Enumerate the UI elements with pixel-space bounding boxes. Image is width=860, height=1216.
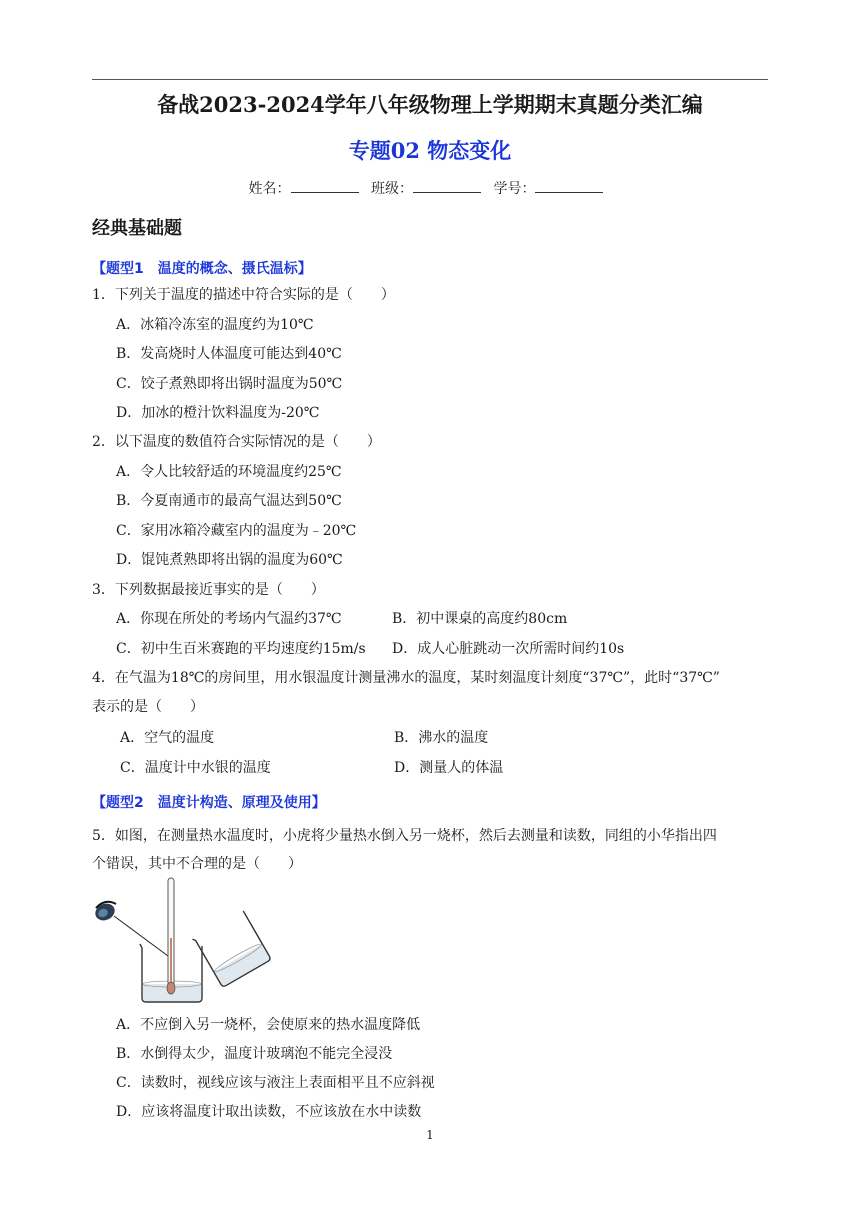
section-title: 经典基础题: [92, 218, 182, 239]
q5-option-b: B．水倒得太少，温度计玻璃泡不能完全浸没: [116, 1046, 393, 1062]
question-type-2: 【题型2 温度计构造、原理及使用】: [92, 795, 326, 811]
question-type-1: 【题型1 温度的概念、摄氏温标】: [92, 261, 312, 277]
q3-option-a: A．你现在所处的考场内气温约37℃: [116, 611, 342, 627]
document-subtitle: 专题02 物态变化: [348, 138, 512, 163]
q4-option-b: B．沸水的温度: [394, 730, 489, 746]
q1-option-c: C．饺子煮熟即将出锅时温度为50℃: [116, 376, 343, 392]
q5-option-a: A．不应倒入另一烧杯，会使原来的热水温度降低: [116, 1017, 421, 1033]
q4-option-a: A．空气的温度: [120, 730, 215, 746]
header-rule: [92, 79, 768, 80]
q1-option-a: A．冰箱冷冻室的温度约为10℃: [116, 317, 314, 333]
q3-option-c: C．初中生百米赛跑的平均速度约15m/s: [116, 641, 366, 657]
id-label: 学号：: [493, 181, 536, 197]
document-title: 备战2023-2024学年八年级物理上学期期末真题分类汇编: [157, 92, 703, 117]
q2-option-b: B．今夏南通市的最高气温达到50℃: [116, 493, 342, 509]
name-label: 姓名：: [248, 181, 291, 197]
id-blank[interactable]: [535, 178, 603, 193]
q4-option-c: C．温度计中水银的温度: [120, 760, 271, 776]
page-number: 1: [426, 1128, 434, 1142]
q3-stem: 3．下列数据最接近事实的是（ ）: [92, 582, 325, 598]
q3-option-d: D．成人心脏跳动一次所需时间约10s: [392, 641, 625, 657]
q1-option-b: B．发高烧时人体温度可能达到40℃: [116, 346, 342, 362]
q5-stem-line1: 5．如图，在测量热水温度时，小虎将少量热水倒入另一烧杯，然后去测量和读数，同组的小华指出四: [92, 828, 717, 844]
student-info-line: [0, 178, 860, 199]
q3-option-b: B．初中课桌的高度约80cm: [392, 611, 568, 627]
q4-option-d: D．测量人的体温: [394, 760, 504, 776]
name-blank[interactable]: [291, 178, 359, 193]
sight-line: [114, 916, 168, 956]
q1-option-d: D．加冰的橙汁饮料温度为-20℃: [116, 405, 320, 421]
eye-icon: [93, 901, 118, 924]
q1-stem: 1．下列关于温度的描述中符合实际的是（ ）: [92, 287, 395, 303]
q5-option-c: C．读数时，视线应该与液注上表面相平且不应斜视: [116, 1075, 435, 1091]
q2-stem: 2．以下温度的数值符合实际情况的是（ ）: [92, 434, 381, 450]
thermometer-beaker-figure: [92, 876, 272, 1006]
q5-stem-line2: 个错误，其中不合理的是（ ）: [92, 856, 302, 872]
q2-option-d: D．馄饨煮熟即将出锅的温度为60℃: [116, 552, 343, 568]
q4-stem-line1: 4．在气温为18℃的房间里，用水银温度计测量沸水的温度，某时刻温度计刻度“37℃”，此时“37℃”: [92, 670, 720, 686]
q2-option-c: C．家用冰箱冷藏室内的温度为﹣20℃: [116, 523, 357, 539]
thermometer-icon: [167, 878, 175, 994]
q2-option-a: A．令人比较舒适的环境温度约25℃: [116, 464, 342, 480]
q5-option-d: D．应该将温度计取出读数，不应该放在水中读数: [116, 1104, 422, 1120]
class-label: 班级：: [371, 181, 413, 197]
pouring-beaker-icon: [193, 910, 272, 988]
class-blank[interactable]: [413, 178, 481, 193]
q4-stem-line2: 表示的是（ ）: [92, 699, 204, 715]
